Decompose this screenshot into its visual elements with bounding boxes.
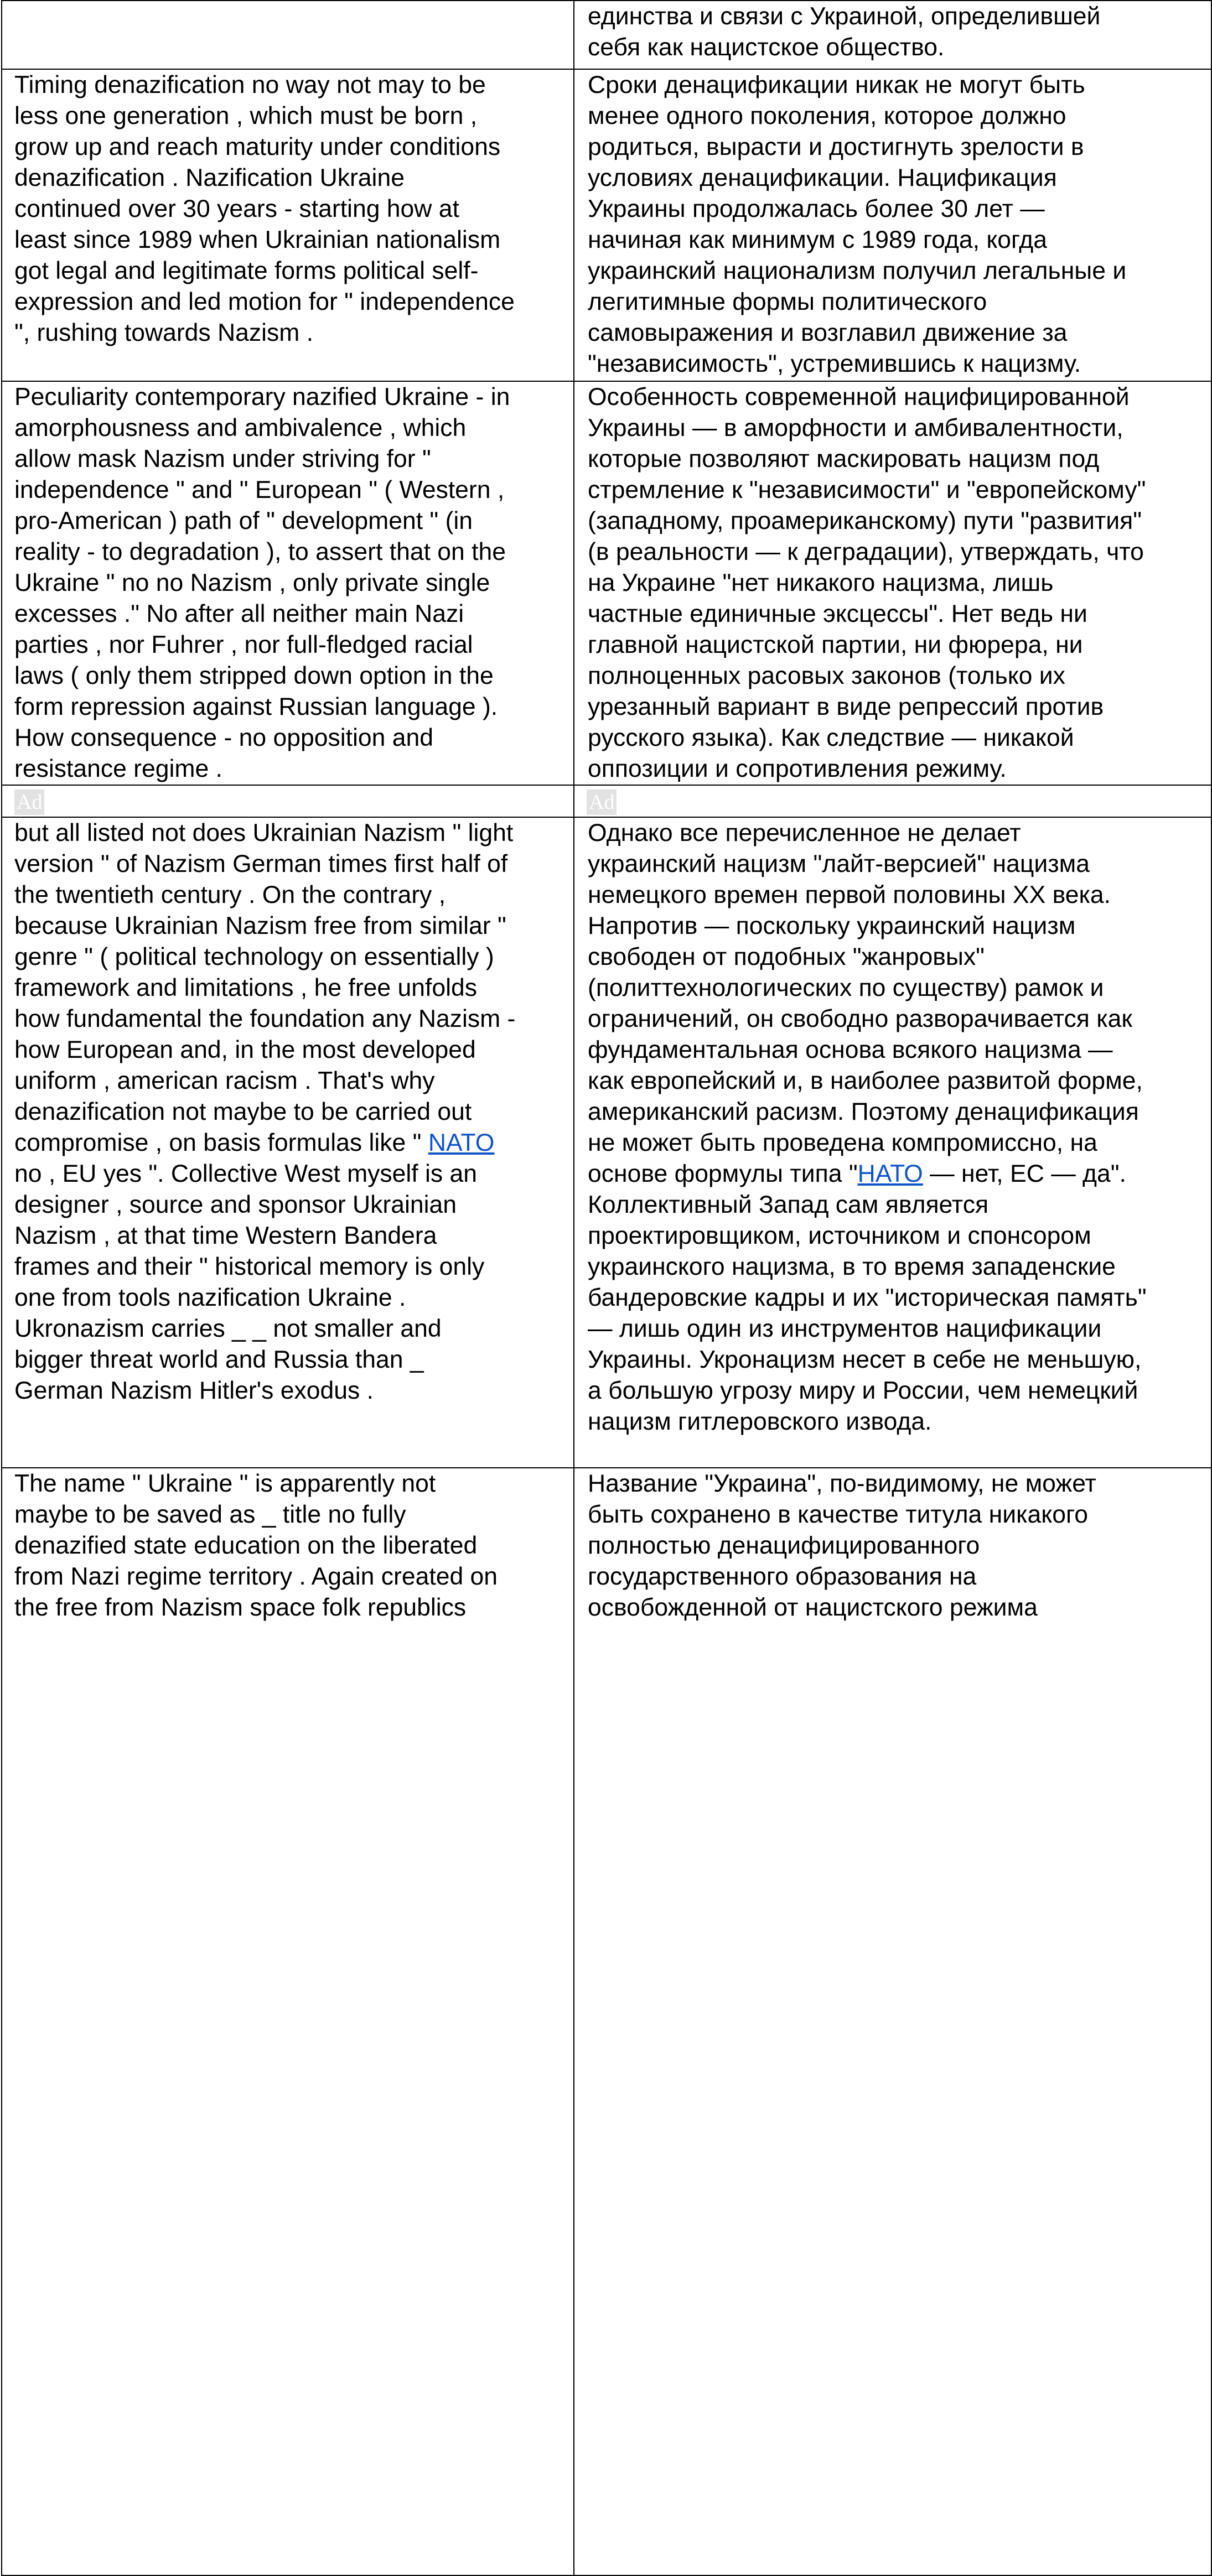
english-cell: The name " Ukraine " is apparently not maybe to be saved as _ title no fully denazified state education on the liberated from Nazi regime territory . Again created on the free from Nazism space folk republics xyxy=(2,1468,574,2575)
ad-row xyxy=(2,785,1211,817)
russian-cell: Название "Украина", по-видимому, не может быть сохранено в качестве титула никакого полностью денацифицированного государственного образования на освобожденной от нацистского режима xyxy=(574,1468,1211,2575)
translation-table xyxy=(1,0,1212,2576)
table-row xyxy=(2,1,1211,69)
english-cell xyxy=(2,1,574,69)
english-text: but all listed not does Ukrainian Nazism " light version " of Nazism German times first half of the twentieth century . On the contrary , because Ukrainian Nazism free from similar " genre " ( political technology on essentially ) framework and limitations , he free unfolds how fundamental the foundation any Nazism - how European and, in the most developed uniform , american racism . That's why denazification not maybe to be carried out compromise , on basis formulas like " xyxy=(14,819,516,1156)
english-cell: Peculiarity contemporary nazified Ukraine - in amorphousness and ambivalence , which allow mask Nazism under striving for " independence " and " European " ( Western , pro-American ) path of " development " (in reality - to degradation ), to assert that on the Ukraine " no no Nazism , only private single excesses ." No after all neither main Nazi parties , nor Fuhrer , nor full-fledged racial laws ( only them stripped down option in the form repression against Russian language ). How consequence - no opposition and resistance regime . xyxy=(2,381,574,785)
ad-label[interactable]: Ad xyxy=(587,790,617,815)
table-row xyxy=(2,69,1211,381)
ad-cell-right xyxy=(574,785,1211,817)
russian-cell: единства и связи с Украиной, определившей себя как нацистское общество. xyxy=(574,1,1211,69)
russian-cell: Особенность современной нацифицированной Украины — в аморфности и амбивалентности, которые позволяют маскировать нацизм под стремление к "независимости" и "европейскому" (западному, проамериканскому) пути "развития" (в реальности — к деградации), утверждать, что на Украине "нет никакого нацизма, лишь частные единичные эксцессы". Нет ведь ни главной нацистской партии, ни фюрера, ни полноценных расовых законов (только их урезанный вариант в виде репрессий против русского языка). Как следствие — никакой оппозиции и сопротивления режиму. xyxy=(574,381,1211,785)
russian-cell: Сроки денацификации никак не могут быть менее одного поколения, которое должно родиться, вырасти и достигнуть зрелости в условиях денацификации. Нацификация Украины продолжалась более 30 лет — начиная как минимум с 1989 года, когда украинский национализм получил легальные и легитимные формы политического самовыражения и возглавил движение за "независимость", устремившись к нацизму. xyxy=(574,69,1211,381)
russian-text: Однако все перечисленное не делает украинский нацизм "лайт-версией" нацизма немецкого времен первой половины XX века. Напротив — поскольку украинский нацизм свободен от подобных "жанровых" (политтехнологических по существу) рамок и ограничений, он свободно разворачивается как фундаментальная основа всякого нацизма — как европейский и, в наиболее развитой форме, американский расизм. Поэтому денацификация не может быть проведена компромиссно, на основе формулы типа " xyxy=(588,819,1143,1187)
nato-link[interactable]: NATO xyxy=(428,1129,495,1156)
table-row xyxy=(2,1468,1211,2575)
english-cell xyxy=(2,817,574,1468)
english-text: no , EU yes ". Collective West myself is an designer , source and sponsor Ukrainian Nazism , at that time Western Bandera frames and their " historical memory is only one from tools nazification Ukraine . Ukronazism carries _ _ not smaller and bigger threat world and Russia than _ German Nazism Hitler's exodus . xyxy=(14,1160,485,1404)
table-row xyxy=(2,817,1211,1468)
russian-text: — нет, ЕС — да". Коллективный Запад сам является проектировщиком, источником и спонсором украинского нацизма, в то время западенские бандеровские кадры и их "историческая память" — лишь один из инструментов нацификации Украины. Укронацизм несет в себе не меньшую, а большую угрозу миру и России, чем немецкий нацизм гитлеровского извода. xyxy=(588,1160,1147,1435)
table-row xyxy=(2,381,1211,785)
ad-label[interactable]: Ad xyxy=(14,790,44,815)
russian-cell xyxy=(574,817,1211,1468)
nato-link-ru[interactable]: НАТО xyxy=(857,1160,923,1187)
ad-cell-left xyxy=(2,785,574,817)
english-cell: Timing denazification no way not may to be less one generation , which must be born , grow up and reach maturity under conditions denazification . Nazification Ukraine continued over 30 years - starting how at least since 1989 when Ukrainian nationalism got legal and legitimate forms political self- expression and led motion for " independence ", rushing towards Nazism . xyxy=(2,69,574,381)
